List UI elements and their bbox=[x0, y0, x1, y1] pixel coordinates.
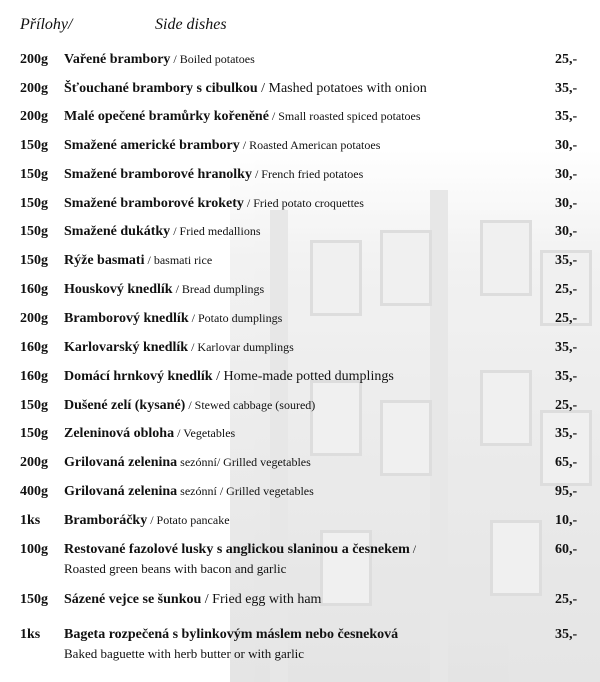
item-price: 95,- bbox=[555, 484, 578, 499]
item-seasonal-note: sezónní bbox=[177, 484, 217, 498]
item-quantity: 200g bbox=[20, 455, 48, 470]
item-quantity: 200g bbox=[20, 311, 48, 326]
item-name-czech: Dušené zelí (kysané) bbox=[64, 398, 186, 413]
item-quantity: 200g bbox=[20, 52, 48, 67]
item-quantity: 150g bbox=[20, 253, 48, 268]
item-quantity: 150g bbox=[20, 426, 48, 441]
item-name bbox=[64, 369, 394, 385]
item-quantity: 100g bbox=[20, 542, 48, 557]
item-name-english: / Vegetables bbox=[174, 426, 236, 440]
item-name-czech: Malé opečené bramůrky kořeněné bbox=[64, 109, 269, 124]
item-name-english: / bbox=[409, 542, 417, 556]
item-name-english: / Fried medallions bbox=[170, 224, 261, 238]
item-name-english: / Home-made potted dumplings bbox=[212, 369, 394, 384]
item-name-english: / Potato pancake bbox=[147, 513, 230, 527]
item-name bbox=[64, 542, 416, 558]
item-name-czech: Rýže basmati bbox=[64, 253, 145, 268]
item-quantity: 160g bbox=[20, 340, 48, 355]
item-name-english: / basmati rice bbox=[144, 253, 213, 267]
item-price: 35,- bbox=[555, 340, 578, 355]
item-price: 30,- bbox=[555, 138, 578, 153]
item-name-english: / Grilled vegetables bbox=[216, 455, 311, 469]
item-name bbox=[64, 81, 427, 97]
item-quantity: 150g bbox=[20, 138, 48, 153]
item-name-czech: Sázené vejce se šunkou bbox=[64, 592, 202, 607]
item-name-czech: Domácí hrnkový knedlík bbox=[64, 369, 213, 384]
item-name-czech: Smažené bramborové hranolky bbox=[64, 167, 252, 182]
item-price: 35,- bbox=[555, 253, 578, 268]
item-name-english: / Boiled potatoes bbox=[170, 52, 255, 66]
item-quantity: 160g bbox=[20, 282, 48, 297]
item-quantity: 150g bbox=[20, 592, 48, 607]
item-name-czech: Bramboráčky bbox=[64, 513, 148, 528]
item-name-english: / Bread dumplings bbox=[172, 282, 265, 296]
item-name-czech: Smažené americké brambory bbox=[64, 138, 240, 153]
item-price: 65,- bbox=[555, 455, 578, 470]
item-name-english: / Small roasted spiced potatoes bbox=[268, 109, 421, 123]
item-name-czech: Karlovarský knedlík bbox=[64, 340, 189, 355]
item-name bbox=[64, 109, 421, 125]
item-quantity: 400g bbox=[20, 484, 48, 499]
item-name bbox=[64, 138, 380, 154]
item-price: 30,- bbox=[555, 196, 578, 211]
item-name-czech: Smažené bramborové krokety bbox=[64, 196, 244, 211]
header-english: Side dishes bbox=[155, 16, 227, 33]
item-name-czech: Zeleninová obloha bbox=[64, 426, 175, 441]
item-price: 35,- bbox=[555, 109, 578, 124]
item-name bbox=[64, 627, 398, 643]
item-quantity: 150g bbox=[20, 398, 48, 413]
item-price: 60,- bbox=[555, 542, 578, 557]
item-name-english: / French fried potatoes bbox=[251, 167, 364, 181]
item-name-english: / Fried egg with ham bbox=[201, 592, 322, 607]
item-price: 35,- bbox=[555, 81, 578, 96]
item-price: 25,- bbox=[555, 398, 578, 413]
item-seasonal-note: sezónní bbox=[177, 455, 217, 469]
item-name-czech: Houskový knedlík bbox=[64, 282, 173, 297]
item-price: 25,- bbox=[555, 592, 578, 607]
item-name-czech: Smažené dukátky bbox=[64, 224, 171, 239]
item-price: 35,- bbox=[555, 627, 578, 642]
item-name bbox=[64, 282, 264, 298]
item-name bbox=[64, 196, 364, 212]
item-name-czech: Restované fazolové lusky s anglickou slaninou a česnekem bbox=[64, 542, 410, 557]
item-quantity: 150g bbox=[20, 167, 48, 182]
item-price: 10,- bbox=[555, 513, 578, 528]
item-quantity: 1ks bbox=[20, 513, 41, 528]
item-quantity: 160g bbox=[20, 369, 48, 384]
item-quantity: 1ks bbox=[20, 627, 41, 642]
item-price: 35,- bbox=[555, 426, 578, 441]
item-name bbox=[64, 426, 235, 442]
item-name-czech: Bageta rozpečená s bylinkovým máslem nebo česneková bbox=[64, 627, 399, 642]
item-name-english: / Mashed potatoes with onion bbox=[257, 81, 427, 96]
item-name-czech: Grilovaná zelenina bbox=[64, 455, 178, 470]
item-price: 35,- bbox=[555, 369, 578, 384]
item-name bbox=[64, 253, 212, 269]
item-name-czech: Bramborový knedlík bbox=[64, 311, 189, 326]
item-quantity: 200g bbox=[20, 109, 48, 124]
item-name-english: / Potato dumplings bbox=[188, 311, 283, 325]
item-name bbox=[64, 340, 294, 356]
item-name bbox=[64, 52, 255, 68]
item-name bbox=[64, 311, 282, 327]
item-name-english-line2: Baked baguette with herb butter or with garlic bbox=[64, 646, 305, 661]
item-quantity: 200g bbox=[20, 81, 48, 96]
item-name bbox=[64, 592, 321, 608]
item-name-english-line2: Roasted green beans with bacon and garlic bbox=[64, 561, 287, 576]
item-name bbox=[64, 484, 314, 500]
item-price: 25,- bbox=[555, 311, 578, 326]
item-price: 25,- bbox=[555, 282, 578, 297]
item-name-czech: Šťouchané brambory s cibulkou bbox=[64, 81, 258, 96]
item-name-english: / Fried potato croquettes bbox=[243, 196, 364, 210]
menu-section-header bbox=[20, 16, 227, 34]
item-quantity: 150g bbox=[20, 196, 48, 211]
item-name-english: / Karlovar dumplings bbox=[188, 340, 294, 354]
item-name-english: / Stewed cabbage (soured) bbox=[185, 398, 316, 412]
item-price: 25,- bbox=[555, 52, 578, 67]
item-name bbox=[64, 455, 311, 471]
item-name-english: / Roasted American potatoes bbox=[239, 138, 381, 152]
item-price: 30,- bbox=[555, 224, 578, 239]
item-name bbox=[64, 398, 315, 414]
header-czech: Přílohy/ bbox=[20, 16, 73, 33]
item-name bbox=[64, 224, 261, 240]
item-quantity: 150g bbox=[20, 224, 48, 239]
item-name bbox=[64, 513, 230, 529]
item-name-czech: Grilovaná zelenina bbox=[64, 484, 178, 499]
item-name-english: / Grilled vegetables bbox=[216, 484, 314, 498]
item-name bbox=[64, 167, 363, 183]
item-price: 30,- bbox=[555, 167, 578, 182]
item-name-czech: Vařené brambory bbox=[64, 52, 171, 67]
